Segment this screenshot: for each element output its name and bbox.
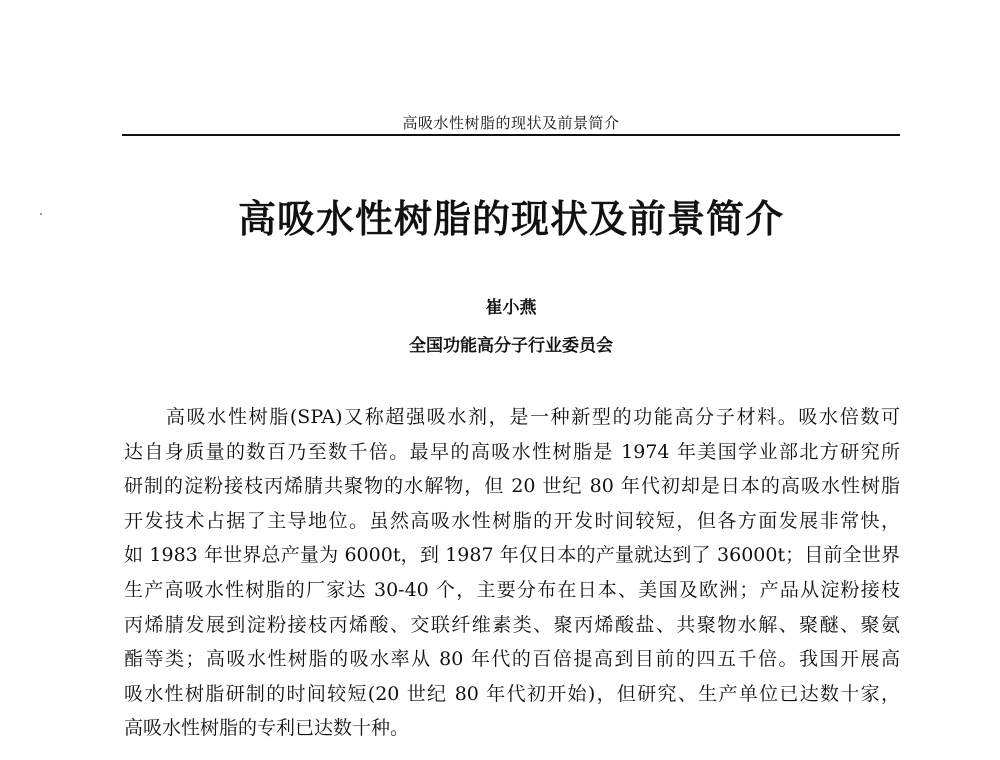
paragraph-line: 高吸水性树脂(SPA)又称超强吸水剂，是一种新型的功能高分子材料。吸水倍数可 (166, 406, 900, 428)
running-header: 高吸水性树脂的现状及前景简介 (402, 114, 620, 132)
author-affiliation: 全国功能高分子行业委员会 (409, 336, 613, 356)
scan-speck (40, 213, 42, 215)
abstract-paragraph (124, 400, 900, 746)
paragraph-line: 丙烯腈发展到淀粉接枝丙烯酸、交联纤维素类、聚丙烯酸盐、共聚物水解、聚醚、聚氨 (124, 613, 900, 636)
paragraph-line: 吸水性树脂研制的时间较短(20 世纪 80 年代初开始)，但研究、生产单位已达数十家， (124, 682, 900, 705)
header-rule (122, 134, 900, 136)
paragraph-line: 研制的淀粉接枝丙烯腈共聚物的水解物，但 20 世纪 80 年代初却是日本的高吸水性树脂 (124, 475, 900, 498)
paragraph-line: 生产高吸水性树脂的厂家达 30-40 个，主要分布在日本、美国及欧洲；产品从淀粉接枝 (124, 578, 900, 601)
author-name: 崔小燕 (485, 298, 537, 318)
paragraph-line: 高吸水性树脂的专利已达数十种。 (124, 717, 410, 740)
article-title: 高吸水性树脂的现状及前景简介 (237, 196, 784, 241)
paragraph-line: 酯等类；高吸水性树脂的吸水率从 80 年代的百倍提高到目前的四五千倍。我国开展高 (124, 648, 900, 671)
paragraph-line: 如 1983 年世界总产量为 6000t，到 1987 年仅日本的产量就达到了 36000t；目前全世界 (124, 544, 900, 567)
paragraph-line: 开发技术占据了主导地位。虽然高吸水性树脂的开发时间较短，但各方面发展非常快， (124, 509, 900, 532)
paragraph-line: 达自身质量的数百乃至数千倍。最早的高吸水性树脂是 1974 年美国学业部北方研究所 (124, 440, 900, 463)
